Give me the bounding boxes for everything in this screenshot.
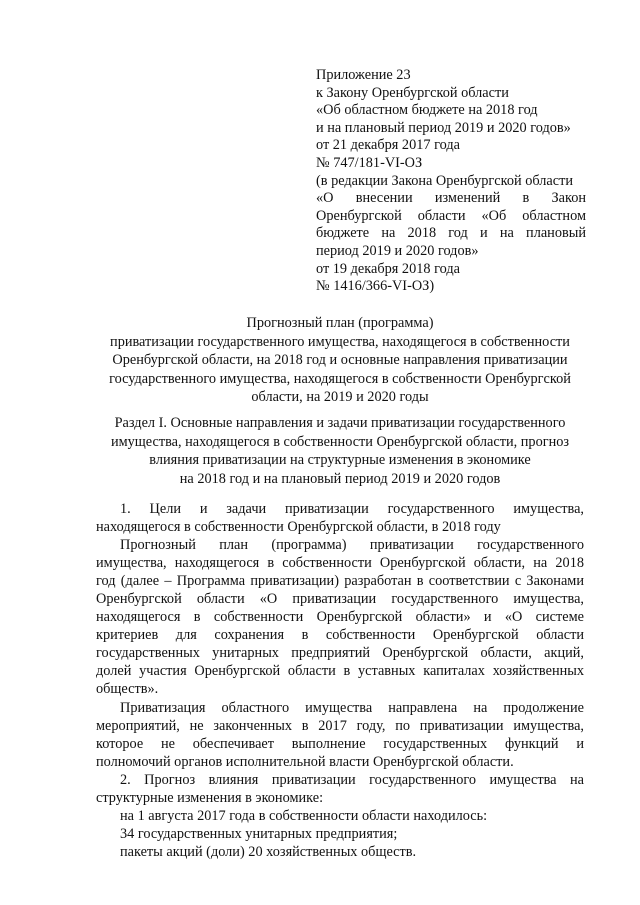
text-line: Оренбургской области «О приватизации государственного имущества, (96, 591, 584, 608)
text-line: Прогнозный план (программа) приватизации государственного (120, 537, 584, 554)
text-line: пакеты акций (доли) 20 хозяйственных обществ. (120, 843, 417, 860)
annex-line: № 1416/366-VI-ОЗ) (316, 278, 435, 295)
text-line: находящегося в собственности Оренбургской области» и «О системе (96, 609, 584, 626)
paragraph-impact-forecast (96, 771, 584, 807)
annex-line: и на плановый период 2019 и 2020 годов» (316, 119, 571, 136)
annex-line: № 747/181-VI-ОЗ (316, 154, 423, 171)
text-line: 34 государственных унитарных предприятия; (120, 825, 398, 842)
section-line: Раздел I. Основные направления и задачи приватизации государственного (114, 415, 566, 431)
text-line: 1. Цели и задачи приватизации государственного имущества, (120, 501, 584, 517)
annex-line: (в редакции Закона Оренбургской области (316, 172, 574, 189)
text-line: обществ». (96, 681, 159, 698)
document-title (96, 314, 584, 407)
text-line: структурные изменения в экономике: (96, 789, 324, 806)
annex-line: Оренбургской области «Об областном (316, 207, 586, 224)
annex-line: период 2019 и 2020 годов» (316, 242, 479, 259)
annex-line: от 19 декабря 2018 года (316, 260, 460, 277)
title-line: Оренбургской области, на 2018 год и основные направления приватизации (112, 352, 568, 368)
annex-line: от 21 декабря 2017 года (316, 137, 460, 154)
text-line: год (далее – Программа приватизации) разработан в соответствии с Законами (96, 573, 584, 590)
text-line: на 1 августа 2017 года в собственности области находилось: (120, 807, 488, 824)
text-line: 2. Прогноз влияния приватизации государственного имущества на (120, 771, 584, 788)
annex-line: «Об областном бюджете на 2018 год (316, 102, 538, 119)
title-line: Прогнозный план (программа) (246, 315, 434, 331)
section-line: на 2018 год и на плановый период 2019 и 2020 годов (179, 470, 501, 487)
annex-header (316, 67, 586, 296)
text-line: государственных унитарных предприятий Оренбургской области, акций, (96, 645, 584, 662)
text-line: критериев для сохранения в собственности Оренбургской области (96, 627, 584, 644)
text-line: которое не обеспечивает выполнение государственных функций и (96, 735, 584, 752)
title-line: государственного имущества, находящегося в собственности Оренбургской (109, 370, 571, 387)
title-line: приватизации государственного имущества, находящегося в собственности (110, 333, 570, 350)
text-line: мероприятий, не законченных в 2017 году, по приватизации имущества, (96, 717, 584, 734)
section-heading (96, 414, 584, 488)
text-line: находящегося в собственности Оренбургской области, в 2018 году (96, 519, 501, 536)
section-line: влияния приватизации на структурные изменения в экономике (149, 452, 531, 468)
title-line: области, на 2019 и 2020 годы (251, 389, 429, 405)
paragraph-goals (96, 500, 584, 536)
paragraph-privatization-aim (96, 699, 584, 771)
annex-line: «О внесении изменений в Закон (316, 190, 586, 207)
text-line: имущества, находящегося в собственности Оренбургской области, на 2018 (96, 555, 584, 572)
annex-line: бюджете на 2018 год и на плановый (316, 225, 586, 242)
text-line: долей участия Оренбургской области в уставных капиталах хозяйственных (96, 663, 584, 680)
annex-line: к Закону Оренбургской области (316, 84, 509, 101)
section-line: имущества, находящегося в собственности Оренбургской области, прогноз (110, 433, 570, 450)
document-body (96, 500, 584, 861)
text-line: Приватизация областного имущества направлена на продолжение (120, 699, 584, 716)
paragraph-forecast-plan (96, 536, 584, 698)
text-line: полномочий органов исполнительной власти Оренбургской области. (96, 753, 514, 770)
annex-line: Приложение 23 (316, 67, 411, 83)
